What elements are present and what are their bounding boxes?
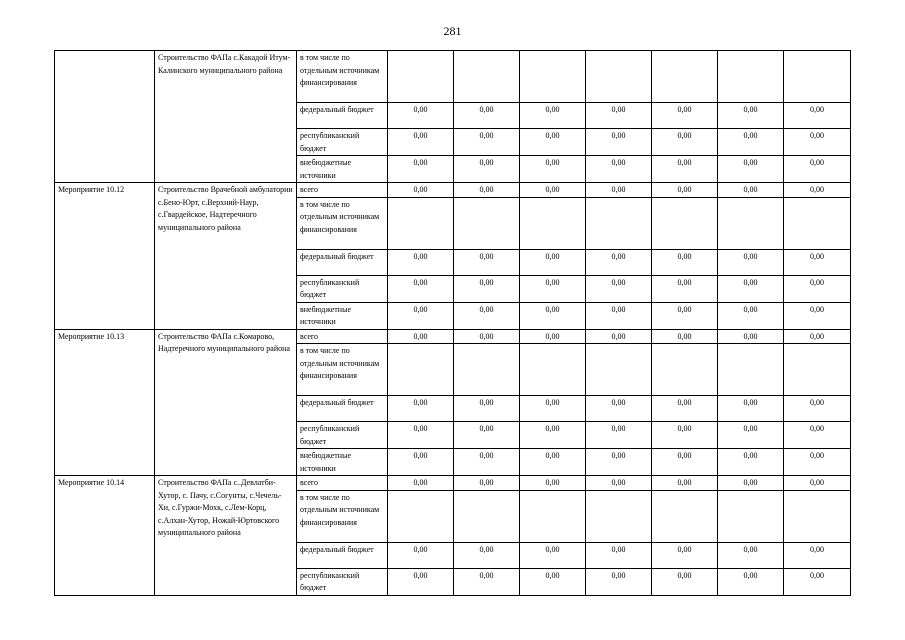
- value-cell: 0,00: [520, 275, 586, 302]
- value-cell: 0,00: [388, 542, 454, 568]
- value-cell: [784, 490, 851, 542]
- financing-table: [54, 50, 851, 596]
- value-cell: 0,00: [586, 396, 652, 422]
- value-cell: 0,00: [454, 422, 520, 449]
- source-label-cell: всего: [297, 476, 388, 491]
- source-label-cell: в том числе по отдельным источникам финансирования: [297, 344, 388, 396]
- value-cell: [520, 490, 586, 542]
- value-cell: 0,00: [652, 183, 718, 198]
- value-cell: 0,00: [388, 103, 454, 129]
- value-cell: 0,00: [586, 129, 652, 156]
- value-cell: [784, 51, 851, 103]
- value-cell: [718, 344, 784, 396]
- value-cell: [388, 51, 454, 103]
- value-cell: 0,00: [520, 329, 586, 344]
- value-cell: 0,00: [520, 183, 586, 198]
- value-cell: 0,00: [586, 249, 652, 275]
- value-cell: 0,00: [388, 183, 454, 198]
- value-cell: [586, 344, 652, 396]
- value-cell: 0,00: [652, 542, 718, 568]
- object-cell: Строительство ФАПа с.Комарово, Надтеречного муниципального района: [155, 329, 297, 476]
- source-label-cell: республиканский бюджет: [297, 422, 388, 449]
- value-cell: 0,00: [784, 329, 851, 344]
- value-cell: 0,00: [652, 156, 718, 183]
- value-cell: 0,00: [718, 396, 784, 422]
- value-cell: [652, 490, 718, 542]
- value-cell: 0,00: [652, 329, 718, 344]
- source-label-cell: республиканский бюджет: [297, 275, 388, 302]
- value-cell: [652, 344, 718, 396]
- source-label-cell: федеральный бюджет: [297, 396, 388, 422]
- value-cell: 0,00: [784, 156, 851, 183]
- value-cell: 0,00: [586, 449, 652, 476]
- value-cell: 0,00: [454, 129, 520, 156]
- value-cell: 0,00: [454, 476, 520, 491]
- value-cell: 0,00: [718, 129, 784, 156]
- value-cell: 0,00: [652, 449, 718, 476]
- value-cell: 0,00: [388, 449, 454, 476]
- value-cell: 0,00: [586, 542, 652, 568]
- table-row: [55, 476, 851, 491]
- source-label-cell: всего: [297, 329, 388, 344]
- value-cell: 0,00: [520, 568, 586, 595]
- value-cell: 0,00: [718, 542, 784, 568]
- value-cell: 0,00: [586, 568, 652, 595]
- value-cell: 0,00: [652, 249, 718, 275]
- value-cell: [718, 197, 784, 249]
- value-cell: [586, 490, 652, 542]
- source-label-cell: республиканский бюджет: [297, 568, 388, 595]
- source-label-cell: внебюджетные источники: [297, 449, 388, 476]
- value-cell: 0,00: [520, 249, 586, 275]
- value-cell: [388, 490, 454, 542]
- source-label-cell: федеральный бюджет: [297, 103, 388, 129]
- value-cell: 0,00: [454, 329, 520, 344]
- value-cell: 0,00: [652, 103, 718, 129]
- source-label-cell: всего: [297, 183, 388, 198]
- value-cell: 0,00: [586, 275, 652, 302]
- value-cell: 0,00: [652, 275, 718, 302]
- value-cell: 0,00: [586, 302, 652, 329]
- value-cell: 0,00: [388, 275, 454, 302]
- value-cell: 0,00: [784, 449, 851, 476]
- source-label-cell: в том числе по отдельным источникам финансирования: [297, 51, 388, 103]
- value-cell: 0,00: [784, 103, 851, 129]
- value-cell: 0,00: [652, 568, 718, 595]
- table-row: [55, 329, 851, 344]
- value-cell: 0,00: [454, 302, 520, 329]
- value-cell: 0,00: [784, 183, 851, 198]
- value-cell: 0,00: [652, 396, 718, 422]
- value-cell: 0,00: [586, 183, 652, 198]
- value-cell: 0,00: [454, 568, 520, 595]
- source-label-cell: в том числе по отдельным источникам финансирования: [297, 197, 388, 249]
- value-cell: 0,00: [388, 156, 454, 183]
- value-cell: [718, 51, 784, 103]
- table-row: [55, 183, 851, 198]
- source-label-cell: республиканский бюджет: [297, 129, 388, 156]
- value-cell: 0,00: [388, 329, 454, 344]
- value-cell: 0,00: [784, 249, 851, 275]
- value-cell: 0,00: [454, 103, 520, 129]
- value-cell: 0,00: [718, 103, 784, 129]
- measure-cell: [55, 51, 155, 183]
- value-cell: 0,00: [784, 568, 851, 595]
- value-cell: 0,00: [784, 396, 851, 422]
- value-cell: 0,00: [718, 156, 784, 183]
- value-cell: 0,00: [784, 302, 851, 329]
- value-cell: 0,00: [652, 476, 718, 491]
- value-cell: 0,00: [784, 129, 851, 156]
- value-cell: 0,00: [454, 275, 520, 302]
- measure-cell: Мероприятие 10.13: [55, 329, 155, 476]
- value-cell: 0,00: [586, 156, 652, 183]
- value-cell: 0,00: [454, 396, 520, 422]
- value-cell: 0,00: [388, 249, 454, 275]
- value-cell: 0,00: [652, 129, 718, 156]
- value-cell: 0,00: [520, 302, 586, 329]
- value-cell: [652, 197, 718, 249]
- value-cell: 0,00: [454, 156, 520, 183]
- value-cell: 0,00: [784, 476, 851, 491]
- value-cell: 0,00: [388, 396, 454, 422]
- value-cell: [784, 197, 851, 249]
- value-cell: [454, 344, 520, 396]
- measure-cell: Мероприятие 10.12: [55, 183, 155, 330]
- value-cell: 0,00: [718, 183, 784, 198]
- value-cell: 0,00: [520, 129, 586, 156]
- value-cell: 0,00: [520, 542, 586, 568]
- value-cell: 0,00: [718, 249, 784, 275]
- value-cell: [388, 344, 454, 396]
- value-cell: 0,00: [520, 422, 586, 449]
- value-cell: 0,00: [784, 275, 851, 302]
- value-cell: 0,00: [586, 329, 652, 344]
- value-cell: [520, 344, 586, 396]
- page-number: 281: [443, 24, 462, 38]
- value-cell: 0,00: [718, 449, 784, 476]
- value-cell: 0,00: [520, 476, 586, 491]
- source-label-cell: внебюджетные источники: [297, 156, 388, 183]
- value-cell: 0,00: [388, 129, 454, 156]
- value-cell: [652, 51, 718, 103]
- value-cell: 0,00: [454, 249, 520, 275]
- value-cell: 0,00: [652, 302, 718, 329]
- table-row: [55, 51, 851, 103]
- object-cell: Строительство Врачебной амбулатории с.Бено-Юрт, с.Верхний-Наур, с.Гвардейское, Надтеречного муниципального района: [155, 183, 297, 330]
- value-cell: 0,00: [718, 476, 784, 491]
- object-cell: Строительство ФАПа с.Какадой Итум-Калинского муниципального района: [155, 51, 297, 183]
- value-cell: 0,00: [388, 422, 454, 449]
- value-cell: [586, 197, 652, 249]
- value-cell: 0,00: [586, 476, 652, 491]
- value-cell: [454, 51, 520, 103]
- measure-cell: Мероприятие 10.14: [55, 476, 155, 596]
- value-cell: [388, 197, 454, 249]
- value-cell: [454, 197, 520, 249]
- value-cell: 0,00: [784, 422, 851, 449]
- value-cell: 0,00: [586, 103, 652, 129]
- value-cell: 0,00: [454, 542, 520, 568]
- value-cell: 0,00: [520, 103, 586, 129]
- value-cell: [520, 197, 586, 249]
- value-cell: 0,00: [784, 542, 851, 568]
- value-cell: 0,00: [718, 275, 784, 302]
- source-label-cell: федеральный бюджет: [297, 249, 388, 275]
- value-cell: 0,00: [454, 183, 520, 198]
- value-cell: 0,00: [388, 302, 454, 329]
- value-cell: 0,00: [388, 476, 454, 491]
- value-cell: [718, 490, 784, 542]
- value-cell: 0,00: [586, 422, 652, 449]
- source-label-cell: внебюджетные источники: [297, 302, 388, 329]
- value-cell: 0,00: [520, 449, 586, 476]
- value-cell: [586, 51, 652, 103]
- object-cell: Строительство ФАПа с..Девлатби-Хутор, с. Пачу, с.Согунты, с.Чечель-Хи, с.Гуржи-Мохк, с.Лем-Корц, с.Алхан-Хутор, Ножай-Юртовского муниципального района: [155, 476, 297, 596]
- value-cell: [454, 490, 520, 542]
- value-cell: [784, 344, 851, 396]
- value-cell: 0,00: [718, 568, 784, 595]
- source-label-cell: федеральный бюджет: [297, 542, 388, 568]
- value-cell: 0,00: [718, 329, 784, 344]
- source-label-cell: в том числе по отдельным источникам финансирования: [297, 490, 388, 542]
- value-cell: 0,00: [718, 422, 784, 449]
- value-cell: 0,00: [718, 302, 784, 329]
- value-cell: 0,00: [388, 568, 454, 595]
- value-cell: [520, 51, 586, 103]
- value-cell: 0,00: [520, 156, 586, 183]
- value-cell: 0,00: [520, 396, 586, 422]
- value-cell: 0,00: [652, 422, 718, 449]
- value-cell: 0,00: [454, 449, 520, 476]
